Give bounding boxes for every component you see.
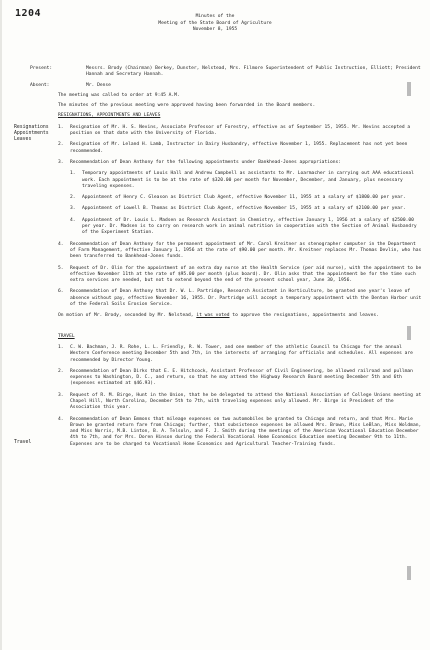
- item-number: 3.: [70, 206, 76, 212]
- resignations-list: [58, 125, 422, 166]
- item-number: 1.: [70, 171, 76, 177]
- motion-text: [58, 313, 422, 319]
- page-edge: [0, 0, 2, 650]
- item-text: Resignation of Mr. H. S. Nevins, Associate Professor of Forestry, effective as of September 15, 1955. Mr. Nevins accepted a position on that date with the University of Florida.: [70, 124, 411, 137]
- list-item: [58, 125, 422, 138]
- motion-voted: it was voted: [196, 313, 230, 319]
- punch-mark: [407, 566, 411, 580]
- item-text: Appointment of Henry C. Gleason as District Club Agent, effective November 11, 1955 at a salary of $1800.00 per year.: [82, 195, 406, 201]
- appointments-sublist: [58, 171, 422, 236]
- minutes-approved: The minutes of the previous meeting were approved having been forwarded in the Board members.: [58, 103, 316, 109]
- list-item: [58, 160, 422, 166]
- list-item: [58, 218, 422, 237]
- item-text: Appointment of Lowell B. Thomas as District Club Agent, effective November 15, 1955 at a salary of $2100.00 per year.: [82, 206, 406, 212]
- item-number: 5.: [58, 265, 64, 271]
- minutes-heading: [0, 14, 430, 34]
- margin-label-travel: Travel: [14, 440, 32, 445]
- item-number: 2.: [58, 368, 64, 374]
- present-line: [30, 66, 422, 79]
- item-number: 1.: [58, 344, 64, 350]
- item-text: Recommendation of Dean Anthony for the permanent appointment of Mr. Carol Kreitner as stenographer computer in the Department of Farm Management, effective January 1, 1956 at the rate of $90.00 per month. Mr. Kreitner replaces Mr. Thomas Devlin, who has been transferred to Bankhead-Jones funds.: [70, 241, 422, 260]
- absent-line: [30, 82, 422, 89]
- list-item: [58, 289, 422, 308]
- list-item: [58, 242, 422, 261]
- item-number: 4.: [58, 241, 64, 247]
- item-text: Resignation of Mr. Leland H. Lamb, Instructor in Dairy Husbandry, effective November 1, 1955. Replacement has not yet been recommended.: [70, 142, 408, 154]
- heading-line-2: Meeting of the State Board of Agriculture: [158, 20, 272, 26]
- list-item: [58, 345, 422, 364]
- page-number: 1204: [15, 8, 42, 19]
- absent-text: Mr. Dense: [86, 82, 111, 88]
- item-text: Temporary appointments of Louis Hall and Andrew Campbell as assistants to Mr. Loarmacher in carrying out AAA educational work. Each appointment is to be at the rate of $320.00 per month for November, December, and January, plus necessary traveling expenses.: [82, 171, 414, 189]
- item-number: 3.: [58, 392, 64, 398]
- list-item: [58, 171, 422, 190]
- item-number: 2.: [70, 195, 76, 201]
- present-text: Messrs. Brody (Chairman) Berkey, Dunster, Nelstead, Mrs. Filmore Superintendent of Public Instruction, Elliott; President Hannah and Secretary Hannah.: [86, 66, 421, 78]
- list-item: [58, 266, 422, 285]
- meeting-called: The meeting was called to order at 9:45 A.M.: [58, 92, 180, 98]
- item-text: Request of R. M. Birge, Hunt in the Union, that he be delegated to attend the National Association of College Unions meeting at Chapel Hill, North Carolina, December 5th to 7th, with traveling expenses only allowed. Mr. Birge is President of the Association this year.: [70, 392, 422, 411]
- heading-line-3: November 8, 1955: [192, 27, 238, 32]
- item-text: Appointment of Dr. Louis L. Madsen as Research Assistant in Chemistry, effective January 1, 1956 at a salary of $2500.00 per year. Dr. Madsen is to carry on research work in animal nutrition in cooperation with the Section of Animal Husbandry of the Experiment Station.: [82, 217, 417, 236]
- list-item: [58, 417, 422, 448]
- section-heading-resignations: RESIGNATIONS, APPOINTMENTS AND LEAVES: [58, 113, 161, 119]
- list-item: [58, 369, 422, 388]
- motion-after: to approve the resignations, appointments and leaves.: [232, 313, 379, 319]
- list-item: [58, 393, 422, 412]
- item-text: C. W. Bachman, J. R. Rohe, L. L. Friendly, R. W. Tower, and one member of the athletic Council to Chicago for the annual Western Conference meeting December 5th and 7th, in the interests of arranging for officials and schedules. All expenses are recommended by Director Young.: [70, 344, 413, 363]
- item-number: 1.: [58, 124, 64, 130]
- item-text: Recommendation of Dean Anthony that Dr. W. L. Partridge, Research Assistant in Horticulture, be granted one year's leave of absence without pay, effective November 16, 1955. Dr. Partridge will accept a temporary appointment with the Denton Harbor unit of the Federal Soils Erosion Service.: [70, 289, 422, 308]
- list-item: [58, 206, 422, 212]
- absent-label: Absent:: [30, 82, 50, 88]
- travel-list: [58, 345, 422, 448]
- item-text: Request of Dr. Olin for the appointment of an extra day nurse at the Health Service (per aid nurse), with the appointment to be effective November 11th at the rate of $95.00 per month (plus board). Dr. Olin asks that the appointment be for the time such extra services are needed, but not to extend beyond the end of the present school year, June 30, 1956.: [70, 265, 422, 284]
- item-text: Recommendation of Dean Anthony for the following appointments under Bankhead-Jones appropriations:: [70, 159, 342, 165]
- item-number: 3.: [58, 159, 64, 165]
- section-heading-travel: TRAVEL: [58, 333, 75, 339]
- margin-label-resignations: Resignations Appointments Leaves: [14, 125, 49, 143]
- list-item: [58, 195, 422, 201]
- item-number: 6.: [58, 289, 64, 295]
- list-item: [58, 142, 422, 155]
- item-text: Recommendation of Dean Dirks that E. E. Hitchcock, Assistant Professor of Civil Engineering, be allowed railroad and pullman expenses to Washington, D. C., and return, so that he may attend the Highway Research Board meeting December 5th and 6th (expenses estimated at $46.93).: [70, 368, 413, 387]
- present-label: Present:: [30, 66, 53, 71]
- resignations-list-continued: [58, 242, 422, 309]
- heading-line-1: Minutes of the: [195, 14, 235, 19]
- motion-before: On motion of Mr. Brody, seconded by Mr. Nelstead,: [58, 313, 194, 319]
- item-text: Recommendation of Dean Emmons that mileage expenses on two automobiles be granted to Chicago and return, and that Mrs. Marie Brown be granted return fare from Chicago; further, that subsistence expenses be allowed Mrs. Brown, Miss LeBlan, Miss Woldman, and Miss Norris, M.B. Linton, B. A. Telsoln, and F. J. Smith during the meetings of the American Vocational Education December 4th to 7th, and for Mrs. Doren Hinson during the Federal Vocational Home Economics Education meeting December 9th to 11th. Expenses are to be charged to Vocational Home Economics and Agricultural Teacher-Training funds.: [70, 416, 422, 447]
- item-number: 4.: [70, 217, 76, 223]
- item-number: 4.: [58, 416, 64, 422]
- item-number: 2.: [58, 142, 64, 148]
